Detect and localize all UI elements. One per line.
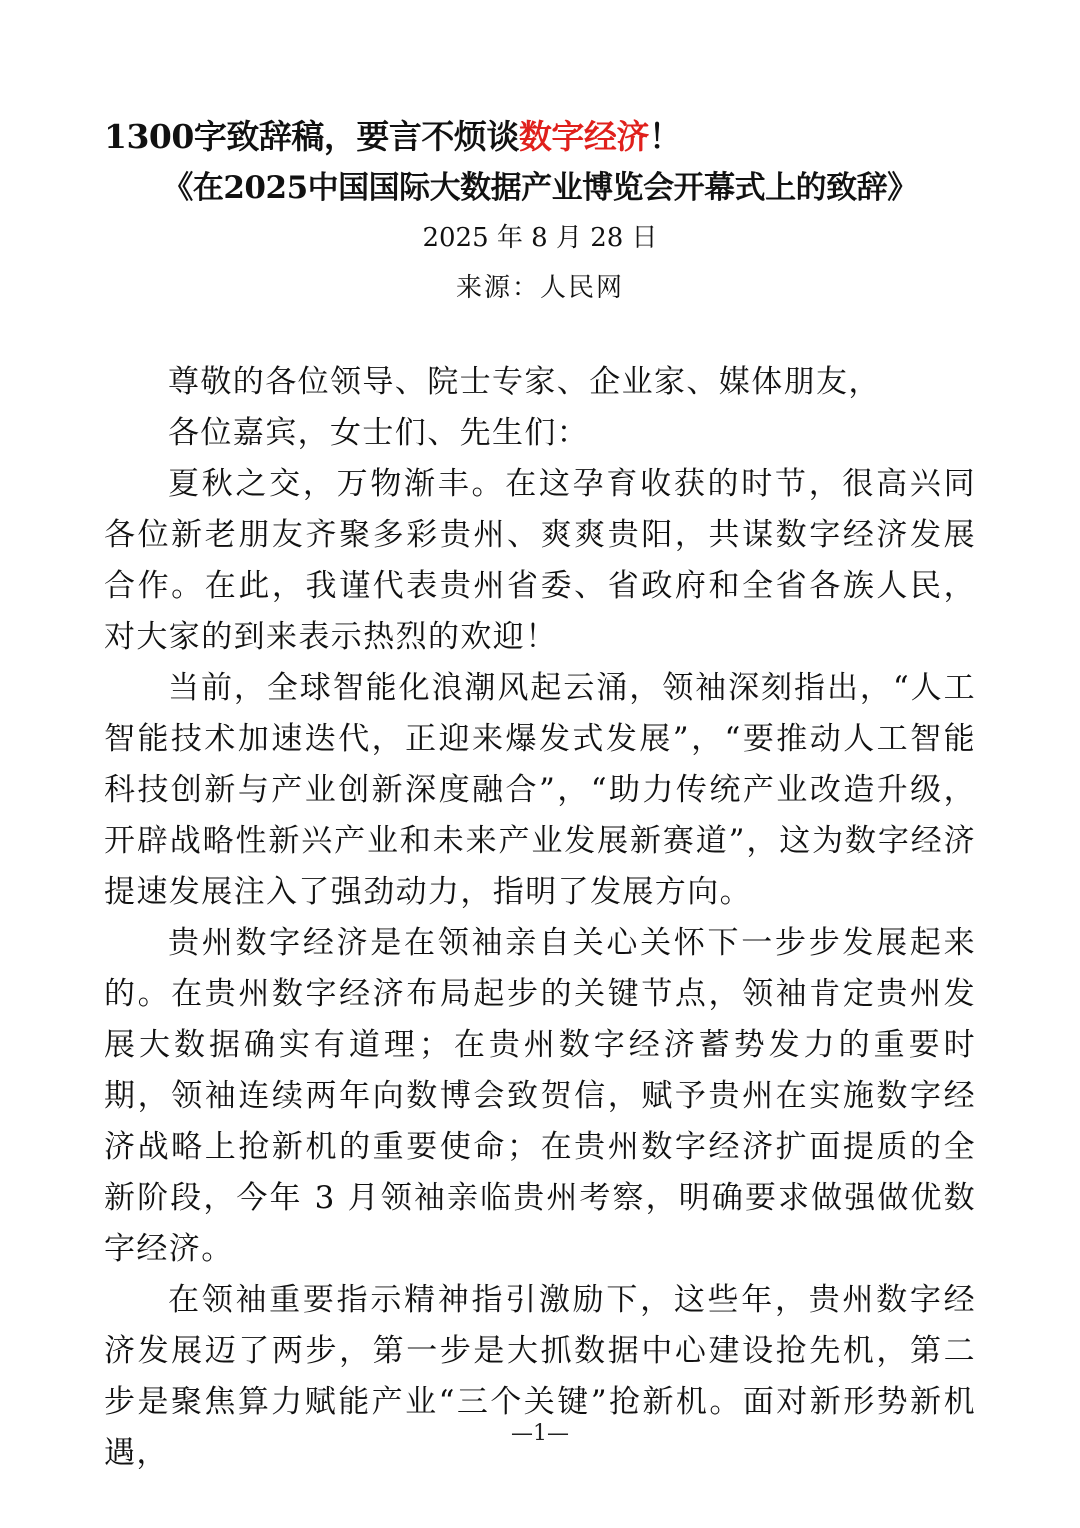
- paragraph-guizhou-history: 贵州数字经济是在领袖亲自关心关怀下一步步发展起来的。在贵州数字经济布局起步的关键节点，领袖肯定贵州发展大数据确实有道理；在贵州数字经济蓄势发力的重要时期，领袖连续两年向数博会致贺信，赋予贵州在实施数字经济战略上抢新机的重要使命；在贵州数字经济扩面提质的全新阶段，今年 3 月领袖亲临贵州考察，明确要求做强做优数字经济。: [104, 925, 976, 1267]
- salutation-line-1: 尊敬的各位领导、院士专家、企业家、媒体朋友，: [168, 364, 881, 400]
- paragraph-welcome: 夏秋之交，万物渐丰。在这孕育收获的时节，很高兴同各位新老朋友齐聚多彩贵州、爽爽贵阳，共谋数字经济发展合作。在此，我谨代表贵州省委、省政府和全省各族人民，对大家的到来表示热烈的欢迎！: [104, 466, 976, 655]
- headline-highlight: 数字经济: [518, 117, 649, 156]
- salutation-line-2: 各位嘉宾，女士们、先生们：: [168, 415, 590, 451]
- headline: [104, 110, 984, 164]
- speech-body: [104, 357, 976, 1479]
- speech-date: 2025 年 8 月 28 日: [422, 223, 658, 253]
- headline-suffix: ！: [648, 117, 682, 156]
- headline-prefix: 1300字致辞稿，要言不烦谈: [104, 117, 519, 156]
- paragraph-two-steps: 在领袖重要指示精神指引激励下，这些年，贵州数字经济发展迈了两步，第一步是大抓数据中心建设抢先机，第二步是聚焦算力赋能产业“三个关键”抢新机。面对新形势新机遇，: [104, 1282, 976, 1471]
- paragraph-ai-trend: 当前，全球智能化浪潮风起云涌，领袖深刻指出，“人工智能技术加速迭代，正迎来爆发式发展”，“要推动人工智能科技创新与产业创新深度融合”，“助力传统产业改造升级，开辟战略性新兴产业和未来产业发展新赛道”，这为数字经济提速发展注入了强劲动力，指明了发展方向。: [104, 670, 976, 910]
- speech-title: 《在2025中国国际大数据产业博览会开幕式上的致辞》: [162, 170, 918, 206]
- page-number: —1—: [511, 1421, 569, 1446]
- source-line: 来源：人民网: [455, 273, 624, 303]
